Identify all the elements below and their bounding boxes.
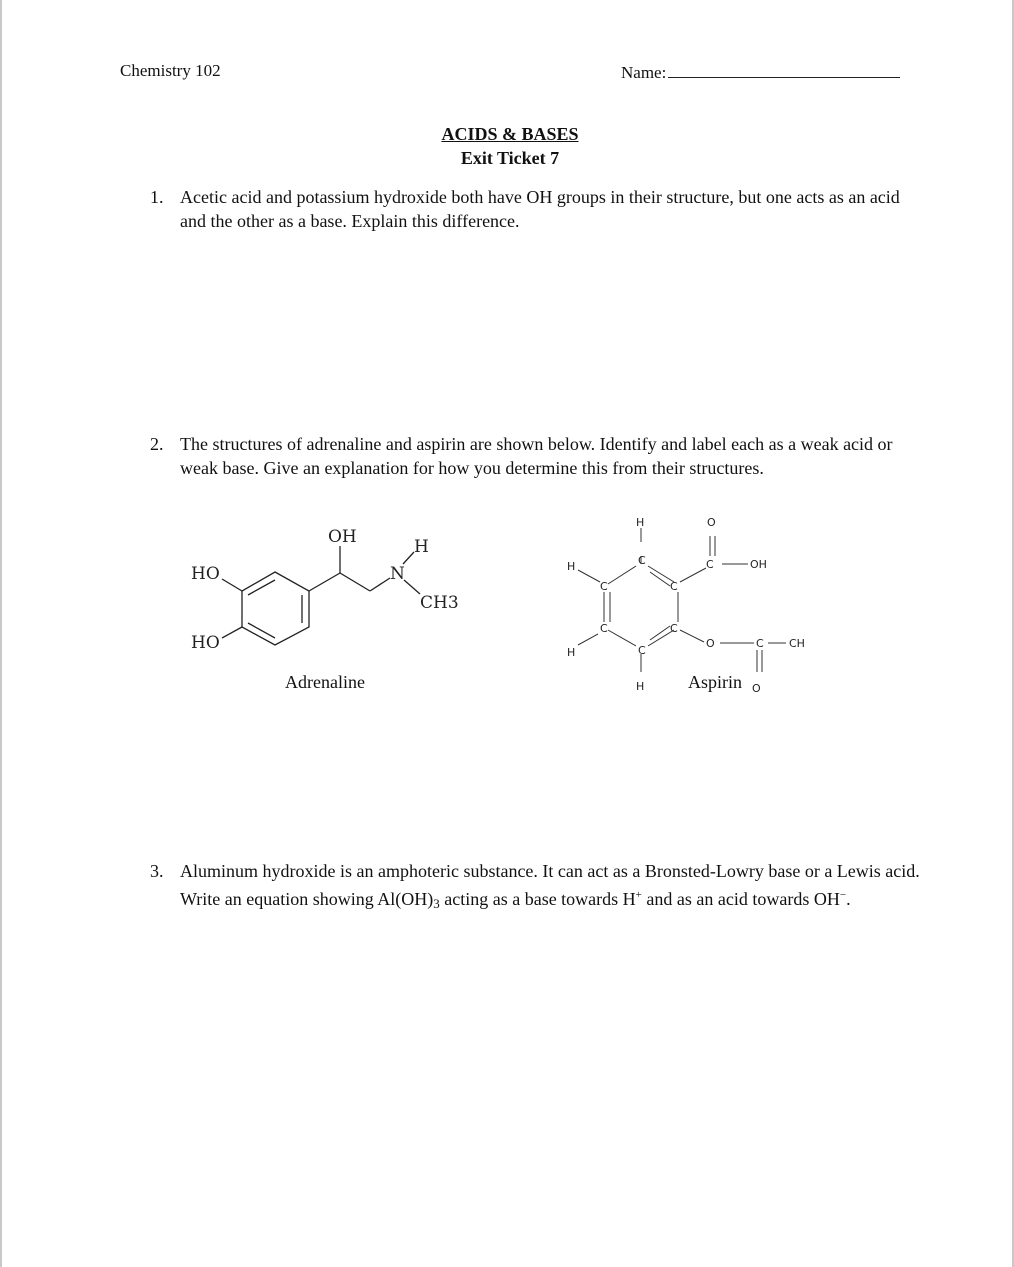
ring-bond [608, 566, 636, 584]
benzene-ring [242, 572, 309, 645]
ring-double-bond [650, 626, 670, 640]
ring-double-bond [248, 623, 275, 638]
question-1 [150, 185, 930, 233]
bond-to-ester-o [680, 630, 704, 642]
label-ch3: CH3 [420, 593, 459, 613]
bond-n-ch3 [404, 580, 420, 594]
label-ch3: CH [789, 637, 805, 650]
name-field [621, 61, 900, 83]
page-title [0, 122, 1014, 170]
adrenaline-structure [191, 527, 459, 692]
question-number: 3. [150, 861, 164, 881]
label-o-ester: O [706, 637, 715, 650]
label-o-bottom: O [752, 682, 761, 695]
bond-to-n [370, 578, 390, 591]
bond-h-left [578, 634, 598, 645]
ring-double-bond [248, 580, 275, 595]
label-c: C [600, 580, 608, 593]
label-oh: OH [750, 558, 767, 571]
label-c-acetyl: C [756, 637, 764, 650]
question-text: The structures of adrenaline and aspirin are shown below. Identify and label each as a weak acid or weak base. Give an explanation for how you determine this from their structures. [180, 434, 893, 478]
bond-to-carboxyl [680, 568, 706, 582]
label-n: N [390, 564, 405, 584]
label-c: C [638, 644, 646, 657]
adrenaline-caption: Adrenaline [285, 672, 365, 692]
label-c: C [638, 554, 646, 567]
bond-ho-bottom [222, 627, 242, 638]
ring-bond [608, 630, 636, 646]
label-c: C [670, 622, 678, 635]
molecule-structures [0, 500, 1014, 710]
title-subtitle: Exit Ticket 7 [460, 148, 560, 168]
question-number: 2. [150, 434, 164, 454]
label-ho-top: HO [191, 564, 220, 584]
course-label: Chemistry 102 [120, 61, 221, 80]
bond-ho-top [222, 579, 242, 591]
label-c-carboxyl: C [706, 558, 714, 571]
question-3 [150, 859, 930, 916]
label-h-bottom: H [636, 680, 645, 693]
aspirin-structure [567, 516, 805, 695]
aspirin-caption: Aspirin [688, 672, 742, 692]
bond-n-h [403, 552, 414, 564]
name-blank-line [668, 61, 900, 78]
label-ho-bottom: HO [191, 633, 220, 653]
label-c: C [670, 580, 678, 593]
bond-h-left [578, 570, 600, 582]
label-h: H [414, 537, 429, 557]
side-chain-bond [340, 573, 370, 591]
question-2 [150, 432, 930, 480]
name-label: Name: [621, 63, 667, 82]
label-h-top: H [636, 516, 645, 529]
label-oh: OH [328, 527, 357, 547]
question-text: Acetic acid and potassium hydroxide both have OH groups in their structure, but one acts as an acid and the other as a base. Explain this difference. [180, 187, 900, 231]
label-h-left-bottom: H [567, 646, 576, 659]
label-c: C [600, 622, 608, 635]
question-number: 1. [150, 187, 164, 207]
title-topic: ACIDS & BASES [441, 124, 579, 144]
label-o-top: O [707, 516, 716, 529]
question-text: Aluminum hydroxide is an amphoteric substance. It can act as a Bronsted-Lowry base or a Lewis acid. Write an equation showing $Al(OH)_3$ acting as a base towards H+ and as an acid towards OH−. [180, 861, 920, 911]
label-h-left: H [567, 560, 576, 573]
ring-double-bond [650, 572, 670, 586]
side-chain-bond [309, 573, 340, 591]
